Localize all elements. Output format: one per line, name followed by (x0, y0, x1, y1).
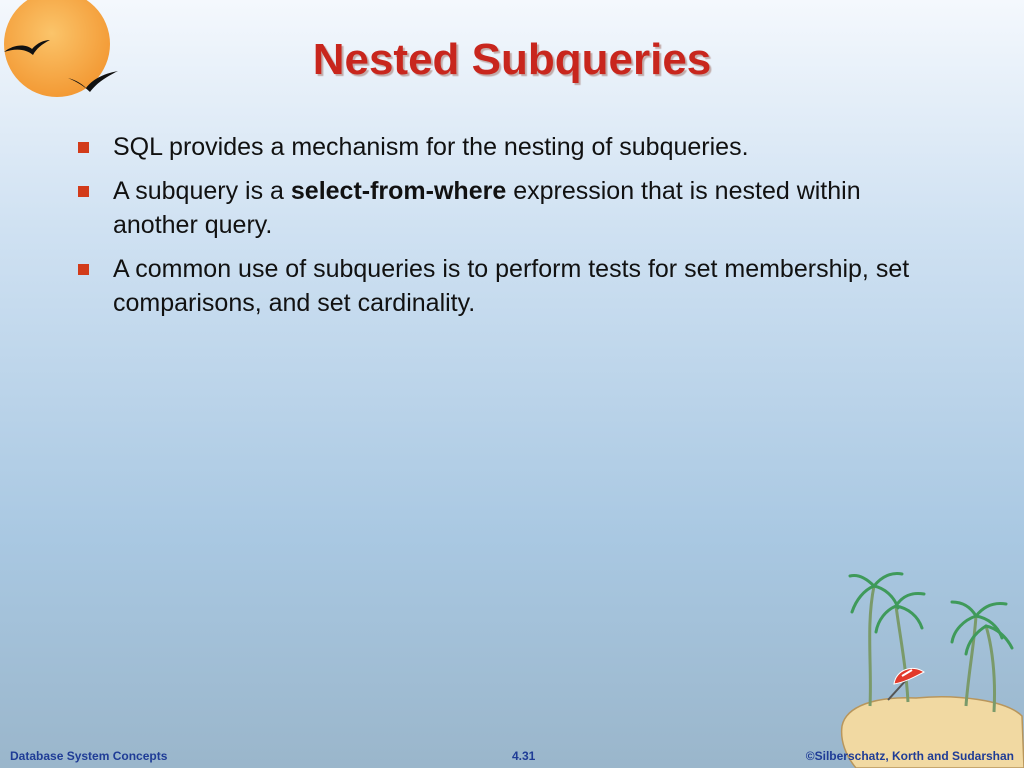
palm-fronds-shape (850, 574, 1012, 655)
palm-island-with-umbrella-icon (836, 566, 1024, 768)
bullet-text: A common use of subqueries is to perform tests for set membership, set comparisons, and set cardinality. (113, 255, 910, 317)
bullet-item (76, 130, 916, 164)
bullet-item (76, 174, 916, 242)
palm-trunk-shape (986, 626, 995, 712)
bullet-text-continued: expression that is nested within another query. (113, 177, 861, 239)
footer-course-title: Database System Concepts (10, 749, 168, 763)
palm-trunk-shape (896, 606, 908, 702)
footer-copyright: ©Silberschatz, Korth and Sudarshan (805, 749, 1014, 763)
bullet-item (76, 252, 916, 320)
bullet-list (76, 130, 916, 330)
palm-trunk-shape (870, 586, 874, 706)
bullet-text: A subquery is a (113, 177, 291, 205)
bullet-text: SQL provides a mechanism for the nesting of subqueries. (113, 133, 749, 161)
bullet-bold-term: select-from-where (290, 177, 507, 205)
square-bullet-icon (78, 186, 89, 197)
square-bullet-icon (78, 264, 89, 275)
footer-page-number: 4.31 (512, 749, 536, 763)
slide-title: Nested Subqueries (312, 35, 712, 84)
square-bullet-icon (78, 142, 89, 153)
palm-trunk-shape (966, 616, 976, 706)
